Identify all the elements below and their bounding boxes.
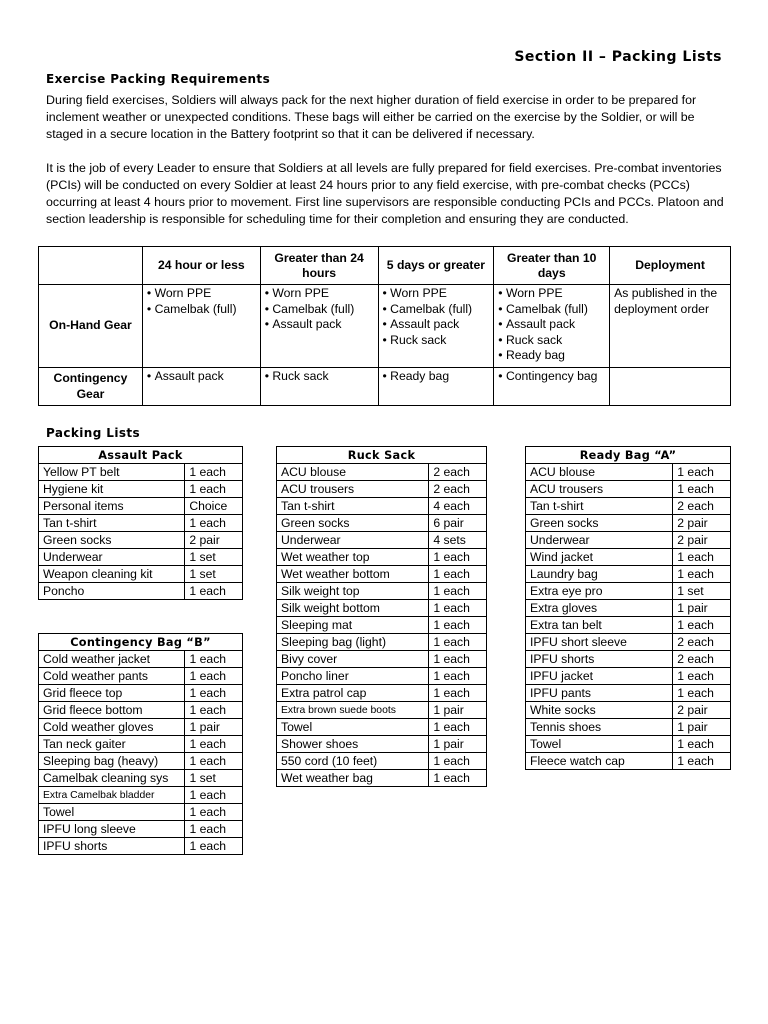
bullet-list [147, 369, 256, 385]
item-name: Silk weight bottom [277, 600, 429, 617]
item-name: Camelbak cleaning sys [39, 770, 185, 787]
item-quantity: 2 each [673, 634, 731, 651]
item-name: Wet weather top [277, 549, 429, 566]
table-row [39, 736, 243, 753]
corner-cell [39, 247, 143, 285]
bullet-item: • Ready bag [383, 369, 490, 385]
bullet-list [498, 369, 605, 385]
item-quantity: 1 each [429, 770, 487, 787]
item-name: Towel [277, 719, 429, 736]
item-name: Grid fleece top [39, 685, 185, 702]
item-quantity: 1 each [185, 702, 243, 719]
item-name: Green socks [39, 532, 185, 549]
bullet-item: • Assault pack [383, 317, 490, 333]
table-row [277, 651, 487, 668]
item-quantity: 1 each [429, 600, 487, 617]
requirements-table [38, 246, 731, 406]
item-quantity: 1 each [185, 736, 243, 753]
on-hand-label: On-Hand Gear [39, 285, 143, 368]
table-row [39, 515, 243, 532]
table-row [526, 685, 731, 702]
item-name: Weapon cleaning kit [39, 566, 185, 583]
table-row [277, 498, 487, 515]
bullet-item: • Assault pack [498, 317, 605, 333]
item-name: Wet weather bottom [277, 566, 429, 583]
intro-paragraph-1: During field exercises, Soldiers will always pack for the next higher duration of field exercise in order to be prepared for inclement weather or unexpected conditions. These bags will either be carried on the exercise by the Soldier, or will be staged in a secure location in the Battery footprint so that it can be delivered if necessary. [46, 93, 697, 141]
item-quantity: 4 each [429, 498, 487, 515]
item-quantity: 4 sets [429, 532, 487, 549]
item-name: Cold weather pants [39, 668, 185, 685]
intro-paragraph-2: It is the job of every Leader to ensure that Soldiers at all levels are fully prepared for field exercises. Pre-combat inventories (PCIs) will be conducted on every Soldier at least 24 hours prior to any field exercise, with pre-combat checks (PCCs) occurring at least 4 hours prior to movement. First line supervisors are responsible conducting PCIs and PCCs. Platoon and section leadership is responsible for scheduling time for their completion and ensuring they are conducted. [46, 161, 724, 226]
item-name: Towel [526, 736, 673, 753]
item-quantity: 1 each [429, 549, 487, 566]
item-quantity: 1 each [185, 838, 243, 855]
table-row [277, 481, 487, 498]
item-quantity: 1 each [185, 583, 243, 600]
bullet-item: • Ruck sack [498, 333, 605, 349]
table-row [277, 532, 487, 549]
table-row [526, 634, 731, 651]
table-row [277, 549, 487, 566]
table-row [526, 617, 731, 634]
item-name: Underwear [526, 532, 673, 549]
item-name: Extra brown suede boots [277, 702, 429, 719]
list-header-row [526, 447, 731, 464]
table-row [39, 651, 243, 668]
bullet-item: • Worn PPE [383, 286, 490, 302]
bullet-list [147, 286, 256, 317]
table-row [39, 702, 243, 719]
item-quantity: 1 each [673, 685, 731, 702]
item-quantity: 2 pair [673, 702, 731, 719]
table-row [39, 498, 243, 515]
bullet-list [498, 286, 605, 364]
item-name: IPFU jacket [526, 668, 673, 685]
item-quantity: 1 each [429, 685, 487, 702]
item-quantity: 1 each [673, 549, 731, 566]
table-row [526, 498, 731, 515]
item-name: IPFU pants [526, 685, 673, 702]
item-name: Extra patrol cap [277, 685, 429, 702]
table-row [39, 549, 243, 566]
item-quantity: 1 each [429, 617, 487, 634]
item-name: Extra gloves [526, 600, 673, 617]
table-row [277, 583, 487, 600]
item-name: Shower shoes [277, 736, 429, 753]
section-title: Section II – Packing Lists [514, 49, 722, 65]
table-row [277, 634, 487, 651]
list-title: Ruck Sack [277, 447, 487, 464]
packing-lists-heading: Packing Lists [46, 426, 141, 440]
item-name: IPFU long sleeve [39, 821, 185, 838]
table-row [39, 685, 243, 702]
item-name: Tan t-shirt [277, 498, 429, 515]
on-hand-gt24h [260, 285, 378, 368]
table-row [526, 651, 731, 668]
item-quantity: 2 pair [185, 532, 243, 549]
col-header-5days: 5 days or greater [378, 247, 494, 285]
item-quantity: 1 each [429, 651, 487, 668]
bullet-item: • Assault pack [265, 317, 374, 333]
bullet-item: • Ready bag [498, 348, 605, 364]
item-name: Personal items [39, 498, 185, 515]
item-quantity: 1 each [185, 753, 243, 770]
table-row [39, 787, 243, 804]
item-quantity: 1 set [185, 566, 243, 583]
on-hand-24h [142, 285, 260, 368]
item-quantity: 1 each [185, 651, 243, 668]
bullet-item: • Ruck sack [265, 369, 374, 385]
item-quantity: 2 each [673, 498, 731, 515]
table-row [277, 515, 487, 532]
item-quantity: 1 each [185, 821, 243, 838]
item-quantity: 1 each [429, 668, 487, 685]
item-quantity: 2 each [429, 464, 487, 481]
bullet-list [265, 369, 374, 385]
table-row [526, 753, 731, 770]
table-row [277, 753, 487, 770]
item-name: Underwear [277, 532, 429, 549]
bullet-item: • Ruck sack [383, 333, 490, 349]
table-row [39, 804, 243, 821]
ruck-sack-table [276, 446, 487, 787]
item-quantity: 1 set [185, 770, 243, 787]
item-name: Extra tan belt [526, 617, 673, 634]
table-row [39, 464, 243, 481]
item-name: Tan t-shirt [39, 515, 185, 532]
item-quantity: 1 each [429, 634, 487, 651]
table-row [526, 566, 731, 583]
item-name: Fleece watch cap [526, 753, 673, 770]
bullet-item: • Camelbak (full) [383, 302, 490, 318]
table-row [277, 702, 487, 719]
table-row [39, 770, 243, 787]
table-row [526, 736, 731, 753]
list-title: Contingency Bag “B” [39, 634, 243, 651]
item-quantity: 1 pair [673, 719, 731, 736]
item-quantity: 1 each [185, 464, 243, 481]
item-quantity: 6 pair [429, 515, 487, 532]
bullet-item: • Contingency bag [498, 369, 605, 385]
item-quantity: 1 each [673, 753, 731, 770]
item-name: ACU blouse [277, 464, 429, 481]
item-name: Sleeping mat [277, 617, 429, 634]
table-row [277, 617, 487, 634]
item-name: Tennis shoes [526, 719, 673, 736]
item-name: Yellow PT belt [39, 464, 185, 481]
item-name: Silk weight top [277, 583, 429, 600]
col-header-deployment: Deployment [610, 247, 731, 285]
item-name: Green socks [526, 515, 673, 532]
contingency-gt24h [260, 368, 378, 406]
table-row [39, 668, 243, 685]
item-quantity: 1 each [429, 566, 487, 583]
item-quantity: 1 set [185, 549, 243, 566]
item-quantity: Choice [185, 498, 243, 515]
on-hand-10days [494, 285, 610, 368]
exercise-heading: Exercise Packing Requirements [46, 72, 271, 86]
item-quantity: 2 each [673, 651, 731, 668]
bullet-item: • Worn PPE [147, 286, 256, 302]
bullet-item: • Camelbak (full) [498, 302, 605, 318]
item-name: Sleeping bag (light) [277, 634, 429, 651]
item-quantity: 1 each [429, 719, 487, 736]
item-quantity: 1 each [673, 736, 731, 753]
item-name: IPFU short sleeve [526, 634, 673, 651]
bullet-item: • Camelbak (full) [147, 302, 256, 318]
table-row [277, 668, 487, 685]
table-row [526, 515, 731, 532]
table-row [526, 481, 731, 498]
bullet-item: • Worn PPE [498, 286, 605, 302]
item-quantity: 1 each [429, 583, 487, 600]
table-row [39, 566, 243, 583]
item-quantity: 1 each [185, 804, 243, 821]
table-row [39, 753, 243, 770]
bullet-item: • Worn PPE [265, 286, 374, 302]
item-name: Towel [39, 804, 185, 821]
item-name: Extra Camelbak bladder [39, 787, 185, 804]
table-row [277, 770, 487, 787]
contingency-5days [378, 368, 494, 406]
item-name: Cold weather jacket [39, 651, 185, 668]
contingency-deployment [610, 368, 731, 406]
list-header-row [39, 634, 243, 651]
item-quantity: 1 pair [429, 702, 487, 719]
on-hand-row [39, 285, 731, 368]
item-name: Cold weather gloves [39, 719, 185, 736]
contingency-bag-table [38, 633, 243, 855]
list-header-row [39, 447, 243, 464]
bullet-list [383, 369, 490, 385]
item-quantity: 1 each [673, 566, 731, 583]
item-quantity: 1 each [673, 617, 731, 634]
item-quantity: 1 each [185, 515, 243, 532]
item-quantity: 1 each [185, 668, 243, 685]
item-name: Tan neck gaiter [39, 736, 185, 753]
item-quantity: 1 pair [673, 600, 731, 617]
item-quantity: 1 each [673, 481, 731, 498]
item-name: Underwear [39, 549, 185, 566]
table-row [39, 719, 243, 736]
table-row [526, 532, 731, 549]
item-name: Grid fleece bottom [39, 702, 185, 719]
assault-pack-table [38, 446, 243, 600]
bullet-item: • Camelbak (full) [265, 302, 374, 318]
list-header-row [277, 447, 487, 464]
contingency-row [39, 368, 731, 406]
list-title: Assault Pack [39, 447, 243, 464]
item-name: Poncho [39, 583, 185, 600]
item-quantity: 1 pair [185, 719, 243, 736]
table-row [39, 821, 243, 838]
table-row [277, 464, 487, 481]
table-row [277, 566, 487, 583]
item-name: Sleeping bag (heavy) [39, 753, 185, 770]
item-name: ACU blouse [526, 464, 673, 481]
item-name: Wet weather bag [277, 770, 429, 787]
bullet-list [383, 286, 490, 348]
item-name: Tan t-shirt [526, 498, 673, 515]
item-quantity: 1 each [185, 685, 243, 702]
contingency-10days [494, 368, 610, 406]
col-header-24h: 24 hour or less [142, 247, 260, 285]
table-row [526, 600, 731, 617]
item-name: Wind jacket [526, 549, 673, 566]
table-row [526, 719, 731, 736]
bullet-item: • Assault pack [147, 369, 256, 385]
table-row [277, 736, 487, 753]
item-name: ACU trousers [277, 481, 429, 498]
table-row [526, 583, 731, 600]
item-name: Bivy cover [277, 651, 429, 668]
contingency-24h [142, 368, 260, 406]
table-row [39, 583, 243, 600]
item-quantity: 1 each [673, 464, 731, 481]
item-name: Green socks [277, 515, 429, 532]
item-name: IPFU shorts [39, 838, 185, 855]
item-quantity: 1 set [673, 583, 731, 600]
item-name: ACU trousers [526, 481, 673, 498]
table-row [526, 464, 731, 481]
list-title: Ready Bag “A” [526, 447, 731, 464]
table-row [277, 719, 487, 736]
col-header-gt24h: Greater than 24 hours [260, 247, 378, 285]
item-quantity: 2 pair [673, 532, 731, 549]
item-quantity: 1 pair [429, 736, 487, 753]
item-quantity: 1 each [185, 481, 243, 498]
requirements-header-row [39, 247, 731, 285]
table-row [526, 668, 731, 685]
item-name: Hygiene kit [39, 481, 185, 498]
table-row [526, 702, 731, 719]
item-quantity: 2 each [429, 481, 487, 498]
item-name: 550 cord (10 feet) [277, 753, 429, 770]
item-name: IPFU shorts [526, 651, 673, 668]
item-quantity: 2 pair [673, 515, 731, 532]
col-header-10days: Greater than 10 days [494, 247, 610, 285]
item-quantity: 1 each [185, 787, 243, 804]
on-hand-deployment: As published in the deployment order [610, 285, 731, 368]
item-name: Poncho liner [277, 668, 429, 685]
on-hand-5days [378, 285, 494, 368]
table-row [39, 481, 243, 498]
table-row [526, 549, 731, 566]
ready-bag-table [525, 446, 731, 770]
bullet-list [265, 286, 374, 333]
item-quantity: 1 each [429, 753, 487, 770]
item-name: Extra eye pro [526, 583, 673, 600]
table-row [277, 600, 487, 617]
item-quantity: 1 each [673, 668, 731, 685]
table-row [277, 685, 487, 702]
table-row [39, 532, 243, 549]
table-row [39, 838, 243, 855]
item-name: Laundry bag [526, 566, 673, 583]
contingency-label: Contingency Gear [39, 368, 143, 406]
item-name: White socks [526, 702, 673, 719]
